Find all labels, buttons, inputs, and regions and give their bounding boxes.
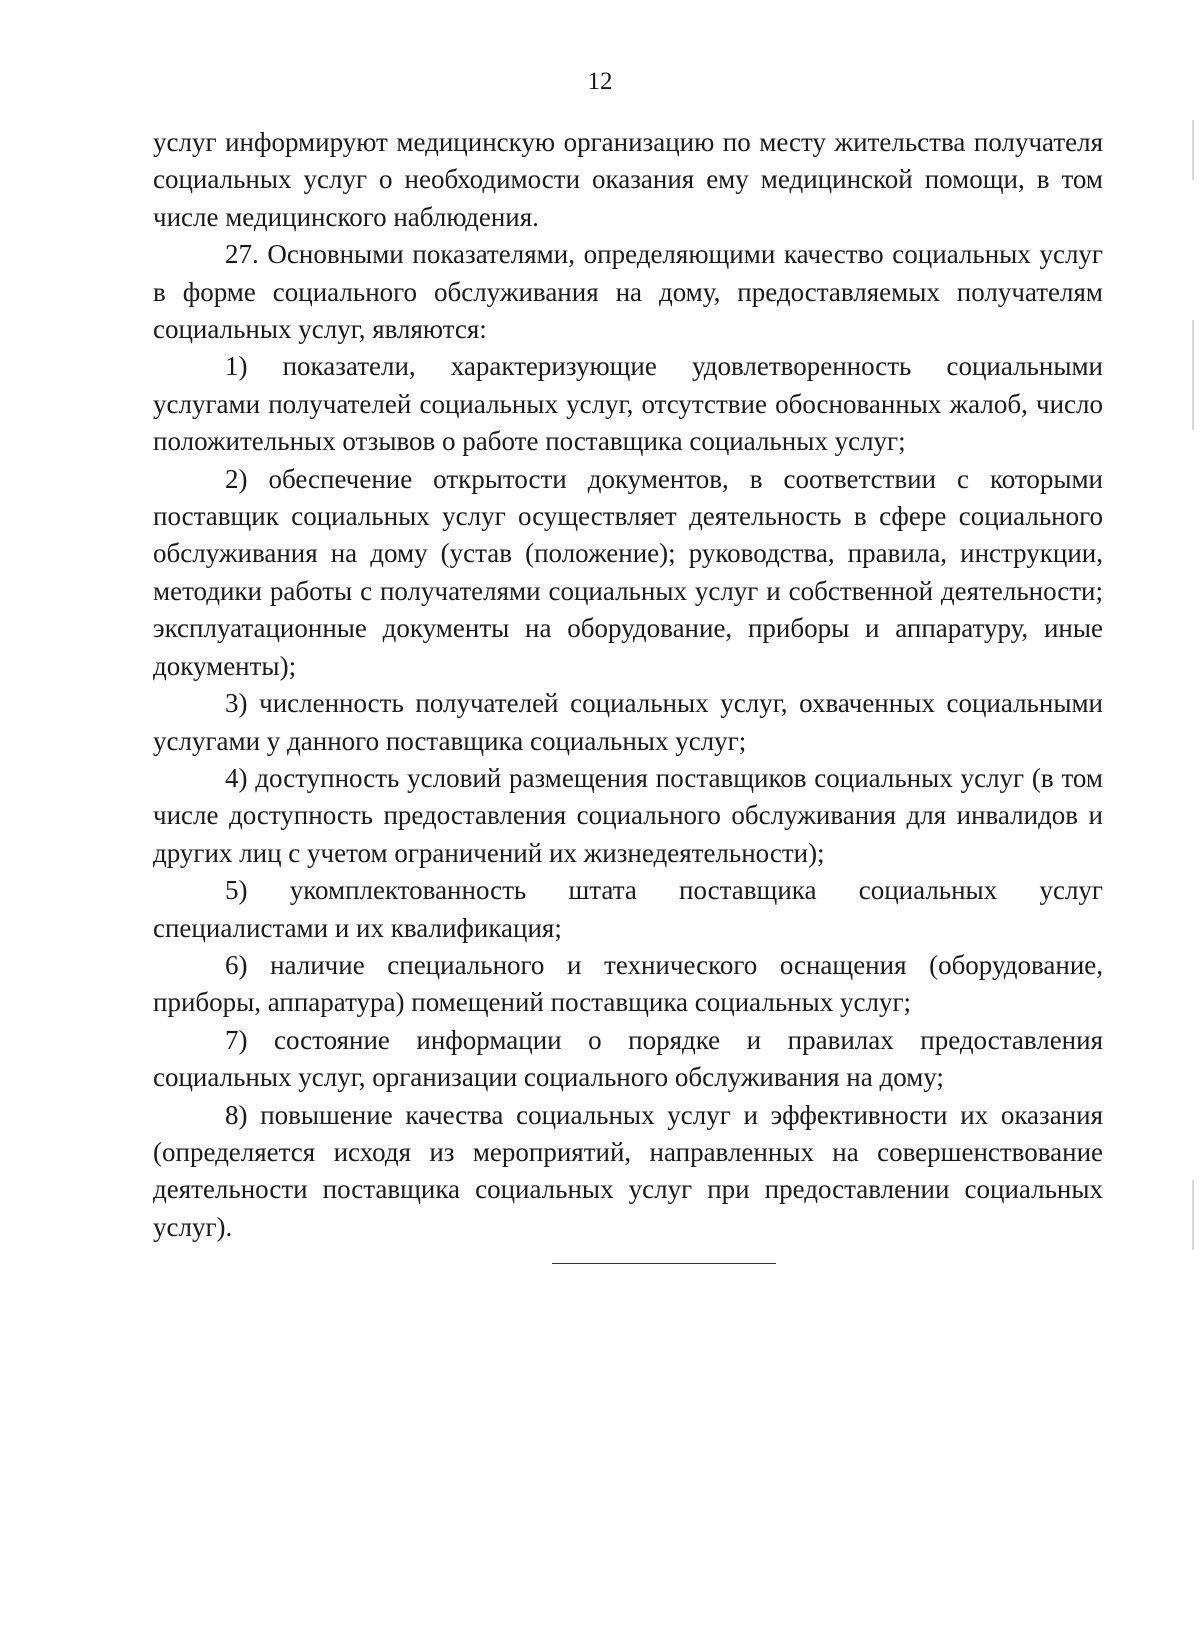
page-number: 12 <box>587 68 613 95</box>
list-item-3: 3) численность получателей социальных услуг, охваченных социальными услугами у данного поставщика социальных услуг; <box>153 688 1103 756</box>
end-of-document-rule <box>552 1263 776 1264</box>
list-item-5: 5) укомплектованность штата поставщика социальных услуг специалистами и их квалификация; <box>153 875 1103 943</box>
list-item-7: 7) состояние информации о порядке и правилах предоставления социальных услуг, организации социального обслуживания на дому; <box>153 1024 1103 1093</box>
scan-edge-mark <box>1192 1180 1194 1250</box>
list-item-4: 4) доступность условий размещения поставщиков социальных услуг (в том числе доступность предоставления социального обслуживания для инвалидов и других лиц с учетом ограничений их жизнедеятельности); <box>153 762 1103 868</box>
scan-edge-mark <box>1192 120 1194 180</box>
scan-edge-mark <box>1192 320 1194 430</box>
paragraph-item-27: 27. Основными показателями, определяющими качество социальных услуг в форме социального обслуживания на дому, предоставляемых получателям социальных услуг, являются: <box>153 239 1103 345</box>
list-item-2: 2) обеспечение открытости документов, в соответствии с которыми поставщик социальных услуг осуществляет деятельность в сфере социального обслуживания на дому (устав (положение); руководства, правила, инструкции, методики работы с получателями социальных услуг и собственной деятельности; эксплуатационные документы на оборудование, приборы и аппаратуру, иные документы); <box>153 463 1103 681</box>
document-body <box>153 124 1103 1246</box>
paragraph-continuation: услуг информируют медицинскую организацию по месту жительства получателя социальных услуг о необходимости оказания ему медицинской помощи, в том числе медицинского наблюдения. <box>153 127 1103 232</box>
list-item-8: 8) повышение качества социальных услуг и эффективности их оказания (определяется исходя из мероприятий, направленных на совершенствование деятельности поставщика социальных услуг при предоставлении социальных услуг). <box>153 1099 1103 1242</box>
list-item-6: 6) наличие специального и технического оснащения (оборудование, приборы, аппаратура) помещений поставщика социальных услуг; <box>153 949 1103 1018</box>
list-item-1: 1) показатели, характеризующие удовлетворенность социальными услугами получателей социальных услуг, отсутствие обоснованных жалоб, число положительных отзывов о работе поставщика социальных услуг; <box>153 351 1103 457</box>
